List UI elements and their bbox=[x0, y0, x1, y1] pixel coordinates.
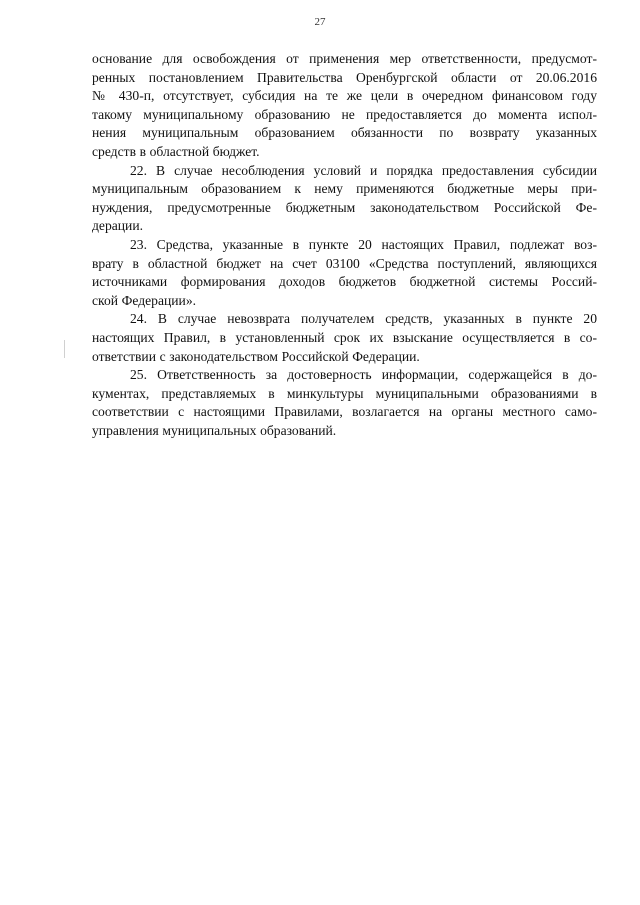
scan-margin-mark bbox=[64, 340, 65, 358]
text-line: нуждения, предусмотренные бюджетным законодательством Российской Фе- bbox=[92, 199, 597, 215]
text-line: 24. В случае невозврата получателем средств, указанных в пункте 20 bbox=[130, 311, 597, 327]
text-line: ской Федерации». bbox=[92, 292, 197, 308]
paragraph-22 bbox=[92, 162, 597, 236]
paragraph-23 bbox=[92, 236, 597, 310]
paragraph-25 bbox=[92, 366, 597, 440]
text-line: соответствии с настоящими Правилами, возлагается на органы местного само- bbox=[92, 404, 597, 420]
text-line: ренных постановлением Правительства Оренбургской области от 20.06.2016 bbox=[92, 69, 597, 85]
text-line: такому муниципальному образованию не предоставляется до момента испол- bbox=[92, 106, 597, 122]
text-line: настоящих Правил, в установленный срок их взыскание осуществляется в со- bbox=[92, 329, 597, 345]
text-line: № 430-п, отсутствует, субсидия на те же цели в очередном финансовом году bbox=[92, 88, 597, 104]
text-line: управления муниципальных образований. bbox=[92, 422, 337, 438]
text-line: ответствии с законодательством Российской Федерации. bbox=[92, 348, 420, 364]
text-line: кументах, представляемых в минкультуры муниципальными образованиями в bbox=[92, 385, 597, 401]
text-line: 25. Ответственность за достоверность информации, содержащейся в до- bbox=[130, 367, 597, 383]
paragraph-continuation bbox=[92, 50, 597, 162]
text-line: врату в областной бюджет на счет 03100 «Средства поступлений, являющихся bbox=[92, 255, 597, 271]
page-number: 27 bbox=[314, 16, 326, 28]
text-line: 22. В случае несоблюдения условий и порядка предоставления субсидии bbox=[130, 162, 597, 178]
text-line: 23. Средства, указанные в пункте 20 настоящих Правил, подлежат воз- bbox=[130, 236, 597, 252]
text-line: муниципальным образованием к нему применяются бюджетные меры при- bbox=[92, 181, 597, 197]
document-body bbox=[92, 50, 597, 440]
text-line: нения муниципальным образованием обязанности по возврату указанных bbox=[92, 125, 597, 141]
text-line: источниками формирования доходов бюджетов бюджетной системы Россий- bbox=[92, 274, 597, 290]
text-line: дерации. bbox=[92, 218, 144, 234]
text-line: основание для освобождения от применения мер ответственности, предусмот- bbox=[92, 51, 597, 66]
paragraph-24 bbox=[92, 310, 597, 366]
text-line: средств в областной бюджет. bbox=[92, 143, 260, 159]
